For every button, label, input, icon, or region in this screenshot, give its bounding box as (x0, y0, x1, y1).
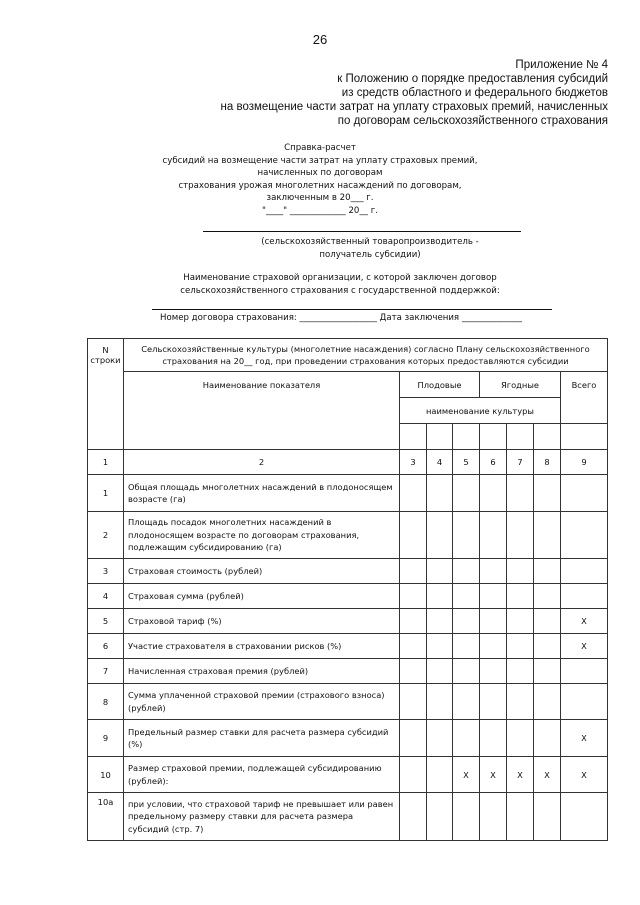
table-row (88, 684, 608, 720)
row-label: при условии, что страховой тариф не превышает или равен предельному размеру ставки для расчета размера субсидий (стр. 7) (124, 793, 400, 841)
value-cell (534, 659, 561, 684)
row-label: Размер страховой премии, подлежащей субсидированию (рублей): (124, 757, 400, 793)
column-number: 6 (480, 450, 507, 475)
crop-cell (507, 424, 534, 450)
value-cell (561, 475, 608, 512)
row-label: Сумма уплаченной страховой премии (страхового взноса) (рублей) (124, 684, 400, 720)
table-row (88, 512, 608, 559)
calculation-table (87, 338, 608, 841)
value-cell (507, 475, 534, 512)
value-cell (534, 559, 561, 584)
appendix-line: из средств областного и федерального бюджетов (341, 87, 608, 99)
reference-line: страхования урожая многолетних насаждений по договорам, (178, 180, 462, 191)
row-number: 7 (88, 659, 124, 684)
table-row (88, 659, 608, 684)
row-label: Страховая сумма (рублей) (124, 584, 400, 609)
table-row (88, 634, 608, 659)
value-cell: X (561, 609, 608, 634)
row-number: 1 (88, 475, 124, 512)
value-cell (480, 559, 507, 584)
value-cell (427, 659, 453, 684)
value-cell (427, 512, 453, 559)
producer-caption-line: (сельскохозяйственный товаропроизводитель - (261, 237, 479, 247)
crop-cell (427, 424, 453, 450)
column-number: 8 (534, 450, 561, 475)
value-cell (400, 757, 427, 793)
value-cell (507, 559, 534, 584)
value-cell (534, 609, 561, 634)
value-cell (453, 720, 480, 757)
header-row-number: N строки (88, 339, 124, 450)
row-label: Общая площадь многолетних насаждений в плодоносящем возрасте (га) (124, 475, 400, 512)
value-cell (427, 684, 453, 720)
crop-cell (534, 424, 561, 450)
row-number: 5 (88, 609, 124, 634)
crop-cell (561, 424, 608, 450)
value-cell (400, 559, 427, 584)
value-cell (507, 659, 534, 684)
value-cell (453, 609, 480, 634)
value-cell (400, 512, 427, 559)
crop-cell (480, 424, 507, 450)
appendix-line: по договорам сельскохозяйственного страхования (337, 115, 608, 127)
reference-title-block (160, 142, 480, 217)
reference-date: "____" _____________ 20__ г. (262, 205, 378, 216)
header-berry: Ягодные (480, 372, 561, 398)
row-label: Начисленная страховая премия (рублей) (124, 659, 400, 684)
producer-caption (220, 236, 520, 261)
insurer-line: сельскохозяйственного страхования с государственной поддержкой: (180, 286, 500, 296)
value-cell (400, 584, 427, 609)
value-cell: X (534, 757, 561, 793)
value-cell: X (561, 720, 608, 757)
header-crops: Сельскохозяйственные культуры (многолетние насаждения) согласно Плану сельскохозяйственного страхования на 20__ год, при проведении страхования которых предоставляются субсидии (124, 339, 608, 372)
value-cell (534, 634, 561, 659)
reference-line: субсидий на возмещение части затрат на уплату страховых премий, (162, 155, 478, 166)
header-total: Всего (561, 372, 608, 424)
value-cell (400, 659, 427, 684)
reference-title: Справка-расчет (284, 143, 356, 153)
value-cell: X (507, 757, 534, 793)
header-crop-name: наименование культуры (400, 398, 561, 424)
reference-line: заключенным в 20___ г. (266, 193, 374, 203)
row-number: 3 (88, 559, 124, 584)
value-cell (507, 720, 534, 757)
value-cell (453, 559, 480, 584)
value-cell (400, 684, 427, 720)
value-cell (427, 609, 453, 634)
value-cell (453, 584, 480, 609)
value-cell (561, 659, 608, 684)
value-cell (453, 793, 480, 841)
value-cell (400, 609, 427, 634)
value-cell (534, 584, 561, 609)
value-cell (480, 512, 507, 559)
header-indicator: Наименование показателя (124, 372, 400, 450)
value-cell (561, 512, 608, 559)
row-label: Площадь посадок многолетних насаждений в плодоносящем возрасте по договорам страхования, подлежащим субсидированию (га) (124, 512, 400, 559)
value-cell (507, 609, 534, 634)
column-number: 7 (507, 450, 534, 475)
appendix-header (221, 58, 608, 128)
value-cell (427, 757, 453, 793)
row-number: 6 (88, 634, 124, 659)
value-cell (427, 720, 453, 757)
crop-cell (400, 424, 427, 450)
table-row (88, 475, 608, 512)
value-cell (427, 793, 453, 841)
table-body (88, 475, 608, 841)
value-cell (507, 684, 534, 720)
value-cell: X (561, 757, 608, 793)
value-cell (534, 793, 561, 841)
value-cell (561, 584, 608, 609)
value-cell (534, 720, 561, 757)
appendix-title: Приложение № 4 (515, 59, 608, 71)
value-cell (453, 684, 480, 720)
value-cell (480, 475, 507, 512)
row-label: Предельный размер ставки для расчета размера субсидий (%) (124, 720, 400, 757)
column-number: 3 (400, 450, 427, 475)
value-cell (400, 720, 427, 757)
value-cell (480, 720, 507, 757)
row-label: Страховой тариф (%) (124, 609, 400, 634)
value-cell (400, 634, 427, 659)
value-cell (507, 634, 534, 659)
value-cell (507, 512, 534, 559)
value-cell: X (561, 634, 608, 659)
table-row (88, 559, 608, 584)
value-cell (400, 475, 427, 512)
value-cell (534, 684, 561, 720)
table-row (88, 584, 608, 609)
value-cell: X (480, 757, 507, 793)
row-number: 10а (88, 793, 124, 841)
value-cell (507, 793, 534, 841)
producer-caption-line: получатель субсидии) (319, 249, 421, 260)
row-label: Участие страхователя в страховании рисков (%) (124, 634, 400, 659)
value-cell (480, 584, 507, 609)
value-cell (480, 684, 507, 720)
value-cell (561, 793, 608, 841)
value-cell (453, 659, 480, 684)
value-cell (480, 634, 507, 659)
row-number: 10 (88, 757, 124, 793)
insurer-block (150, 272, 530, 298)
table-row (88, 609, 608, 634)
value-cell (534, 475, 561, 512)
value-cell (480, 793, 507, 841)
column-number: 4 (427, 450, 453, 475)
table-row (88, 720, 608, 757)
column-number: 1 (88, 450, 124, 475)
appendix-line: на возмещение части затрат на уплату страховых премий, начисленных (220, 101, 608, 113)
row-number: 9 (88, 720, 124, 757)
value-cell: X (453, 757, 480, 793)
row-number: 8 (88, 684, 124, 720)
value-cell (453, 475, 480, 512)
header-fruit: Плодовые (400, 372, 480, 398)
value-cell (453, 634, 480, 659)
producer-underline (203, 231, 521, 232)
page-number: 26 (312, 32, 328, 47)
value-cell (480, 609, 507, 634)
row-number: 4 (88, 584, 124, 609)
value-cell (427, 634, 453, 659)
row-number: 2 (88, 512, 124, 559)
insurer-line: Наименование страховой организации, с которой заключен договор (183, 273, 497, 283)
value-cell (507, 584, 534, 609)
table-row (88, 793, 608, 841)
appendix-line: к Положению о порядке предоставления субсидий (337, 73, 608, 85)
row-label: Страховая стоимость (рублей) (124, 559, 400, 584)
contract-line: Номер договора страхования: __________________ Дата заключения ______________ (160, 313, 522, 323)
value-cell (400, 793, 427, 841)
crop-cell (453, 424, 480, 450)
reference-line: начисленных по договорам (257, 168, 383, 178)
insurer-underline (152, 309, 552, 310)
value-cell (427, 559, 453, 584)
value-cell (561, 684, 608, 720)
value-cell (453, 512, 480, 559)
column-number-row (88, 450, 608, 475)
column-number: 9 (561, 450, 608, 475)
value-cell (427, 584, 453, 609)
table-row (88, 757, 608, 793)
value-cell (480, 659, 507, 684)
column-number: 5 (453, 450, 480, 475)
value-cell (561, 559, 608, 584)
value-cell (534, 512, 561, 559)
value-cell (427, 475, 453, 512)
column-number: 2 (124, 450, 400, 475)
